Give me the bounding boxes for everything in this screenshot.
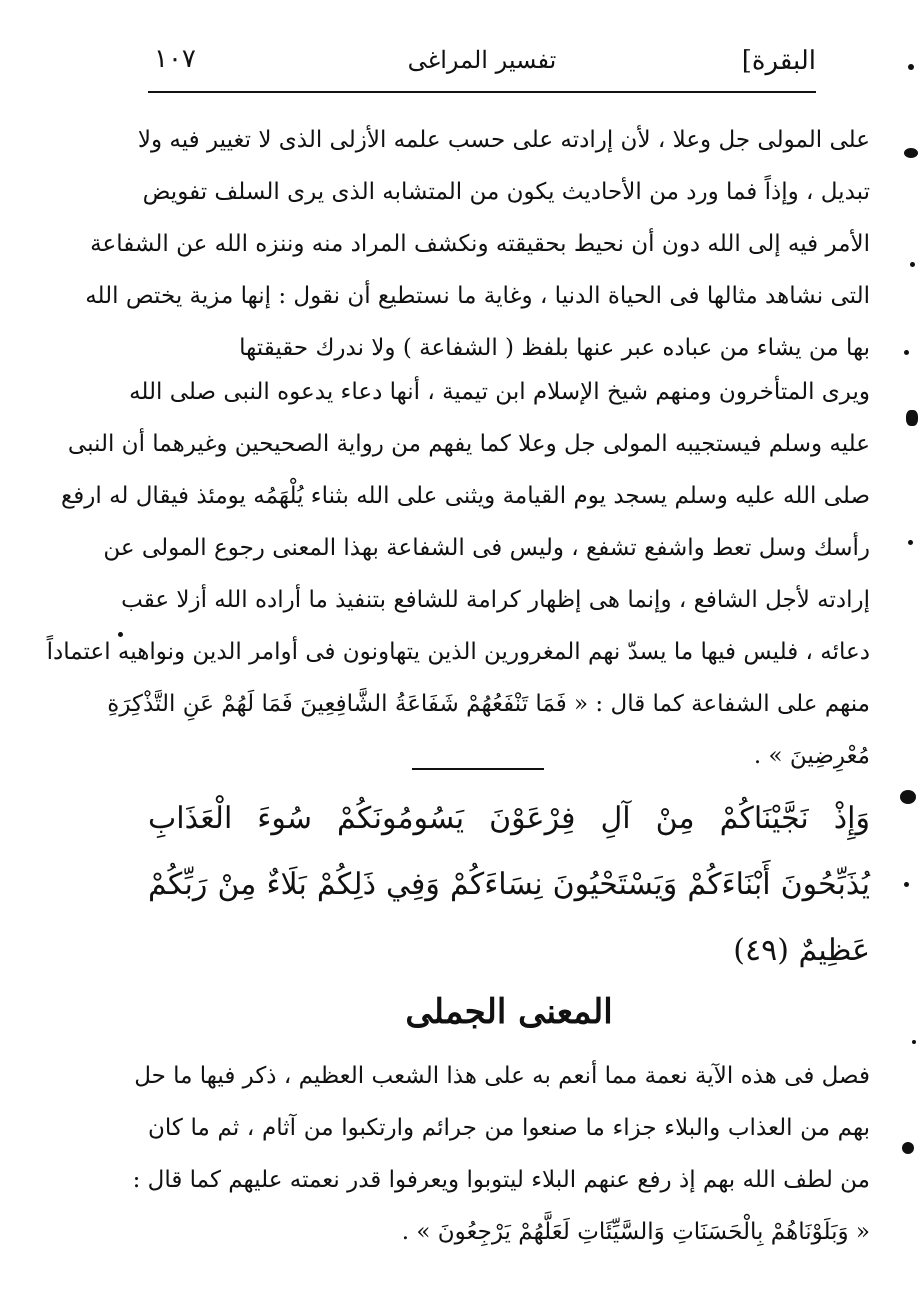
verse-line: يُذَبِّحُونَ أَبْنَاءَكُمْ وَيَسْتَحْيُونَ نِسَاءَكُمْ وَفِي ذَلِكُمْ بَلَاءٌ مِنْ رَبِّكُمْ <box>148 867 870 902</box>
scan-speck <box>904 350 909 355</box>
scan-speck <box>908 64 914 70</box>
paragraph-3-line: بهم من العذاب والبلاء جزاء ما صنعوا من جرائم وارتكبوا من آثام ، ثم ما كان <box>148 1115 870 1141</box>
paragraph-2-line: إرادته لأجل الشافع ، وإنما هى إظهار كرامة للشافع بتنفيذ ما أراده الله أزلا عقب <box>121 587 870 613</box>
paragraph-2 <box>46 366 870 782</box>
paragraph-2-line: رأسك وسل تعط واشفع تشفع ، وليس فى الشفاعة بهذا المعنى رجوع المولى عن <box>103 535 870 561</box>
section-separator <box>412 768 544 770</box>
verse-line: وَإِذْ نَجَّيْنَاكُمْ مِنْ آلِ فِرْعَوْنَ يَسُومُونَكُمْ سُوءَ الْعَذَابِ <box>148 801 870 836</box>
paragraph-2-line: صلى الله عليه وسلم يسجد يوم القيامة ويثنى على الله بثناء يُلْهَمُه يومئذ فيقال له ارفع <box>61 483 870 509</box>
paragraph-2-line: منهم على الشفاعة كما قال : « فَمَا تَنْفَعُهُمْ شَفَاعَةُ الشَّافِعِينَ فَمَا لَهُمْ عَنِ التَّذْكِرَةِ <box>107 691 870 717</box>
header-divider <box>148 91 816 93</box>
page-header <box>148 40 816 92</box>
scan-speck <box>118 632 123 637</box>
scan-speck <box>912 1040 916 1044</box>
paragraph-1-line: التى نشاهد مثالها فى الحياة الدنيا ، وغاية ما نستطيع أن نقول : إنها مزية يختص الله <box>85 283 870 309</box>
book-title: تفسير المراغى <box>407 46 557 74</box>
scan-speck <box>904 148 918 158</box>
section-heading: المعنى الجملى <box>405 992 613 1032</box>
scan-speck <box>906 410 918 426</box>
surah-name: البقرة] <box>741 46 816 76</box>
scan-speck <box>902 1142 914 1154</box>
scan-speck <box>904 882 909 887</box>
paragraph-1-line: تبديل ، وإذاً فما ورد من الأحاديث يكون من المتشابه الذى يرى السلف تفويض <box>142 179 870 205</box>
scan-speck <box>900 790 916 804</box>
page-number: ١٠٧ <box>154 44 196 74</box>
paragraph-1-line: على المولى جل وعلا ، لأن إرادته على حسب علمه الأزلى الذى لا تغيير فيه ولا <box>137 127 870 153</box>
paragraph-3-line: فصل فى هذه الآية نعمة مما أنعم به على هذا الشعب العظيم ، ذكر فيها ما حل <box>134 1063 870 1089</box>
quran-verse <box>148 786 870 984</box>
scan-speck <box>910 262 915 267</box>
paragraph-3-line: من لطف الله بهم إذ رفع عنهم البلاء ليتوبوا ويعرفوا قدر نعمته عليهم كما قال : <box>132 1167 870 1193</box>
paragraph-3-line: « وَبَلَوْنَاهُمْ بِالْحَسَنَاتِ وَالسَّيِّئَاتِ لَعَلَّهُمْ يَرْجِعُونَ » . <box>401 1219 870 1245</box>
verse-line: عَظِيمٌ (٤٩) <box>733 933 870 968</box>
paragraph-2-line: مُعْرِضِينَ » . <box>753 743 870 769</box>
paragraph-2-line: دعائه ، فليس فيها ما يسدّ نهم المغرورين الذين يتهاونون فى أوامر الدين ونواهيه اعتماداً <box>46 639 870 665</box>
paragraph-1-line: بها من يشاء من عباده عبر عنها بلفظ ( الشفاعة ) ولا ندرك حقيقتها <box>239 335 870 361</box>
paragraph-2-line: ويرى المتأخرون ومنهم شيخ الإسلام ابن تيمية ، أنها دعاء يدعوه النبى صلى الله <box>129 379 870 405</box>
paragraph-3 <box>132 1050 870 1258</box>
paragraph-1 <box>85 114 870 374</box>
paragraph-2-line: عليه وسلم فيستجيبه المولى جل وعلا كما يفهم من رواية الصحيحين وغيرهما أن النبى <box>67 431 870 457</box>
scan-speck <box>908 540 913 545</box>
paragraph-1-line: الأمر فيه إلى الله دون أن نحيط بحقيقته ونكشف المراد منه وننزه الله عن الشفاعة <box>90 231 870 257</box>
